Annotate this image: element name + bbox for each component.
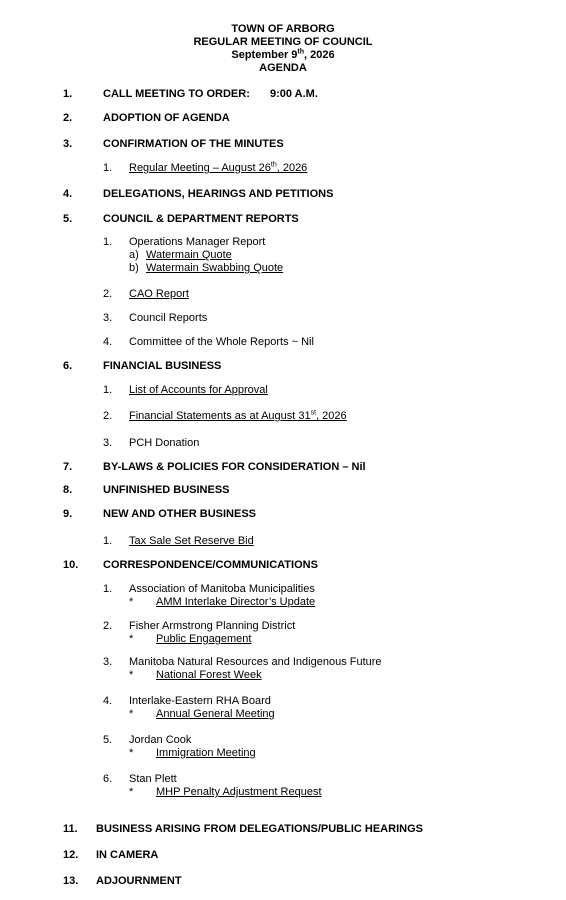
sub-label: Manitoba Natural Resources and Indigenous Future xyxy=(129,656,382,668)
agm-link[interactable]: Annual General Meeting xyxy=(156,708,275,720)
item-title: CALL MEETING TO ORDER: xyxy=(103,88,250,100)
sub-label: Association of Manitoba Municipalities xyxy=(129,583,315,595)
item-title: IN CAMERA xyxy=(96,849,159,861)
immigration-meeting-link[interactable]: Immigration Meeting xyxy=(156,747,256,759)
minutes-link[interactable]: Regular Meeting – August 26th, 2026 xyxy=(129,161,308,174)
sub-number: 5. xyxy=(103,734,113,746)
item-title: ADJOURNMENT xyxy=(96,875,182,887)
item-title: DELEGATIONS, HEARINGS AND PETITIONS xyxy=(103,188,334,200)
sub-number: 3. xyxy=(103,312,113,324)
item-number: 4. xyxy=(63,188,73,200)
public-engagement-link[interactable]: Public Engagement xyxy=(156,633,252,645)
amm-update-link[interactable]: AMM Interlake Director’s Update xyxy=(156,596,316,608)
accounts-link[interactable]: List of Accounts for Approval xyxy=(129,384,268,396)
sub-number: 4. xyxy=(103,336,113,348)
header-meeting: REGULAR MEETING OF COUNCIL xyxy=(193,36,373,48)
item-title: CORRESPONDENCE/COMMUNICATIONS xyxy=(103,559,318,571)
sub-label: Fisher Armstrong Planning District xyxy=(129,620,296,632)
financial-statements-link[interactable]: Financial Statements as at August 31st, 2026 xyxy=(129,409,347,422)
item-title: UNFINISHED BUSINESS xyxy=(103,484,230,496)
bullet-icon: * xyxy=(129,747,134,759)
item-number: 2. xyxy=(63,112,73,124)
sub-number: 2. xyxy=(103,288,113,300)
meeting-time: 9:00 A.M. xyxy=(270,88,318,100)
sub-number: 2. xyxy=(103,620,113,632)
item-number: 5. xyxy=(63,213,73,225)
item-title: COUNCIL & DEPARTMENT REPORTS xyxy=(103,213,299,225)
item-number: 10. xyxy=(63,559,79,571)
bullet-icon: * xyxy=(129,633,134,645)
item-number: 13. xyxy=(63,875,79,887)
header-town: TOWN OF ARBORG xyxy=(231,23,335,35)
sub-letter: a) xyxy=(129,249,139,261)
bullet-icon: * xyxy=(129,786,134,798)
sub-number: 3. xyxy=(103,437,113,449)
item-title: BY-LAWS & POLICIES FOR CONSIDERATION – Nil xyxy=(103,461,366,473)
item-number: 9. xyxy=(63,508,73,520)
tax-sale-link[interactable]: Tax Sale Set Reserve Bid xyxy=(129,535,254,547)
item-title: ADOPTION OF AGENDA xyxy=(103,112,230,124)
bullet-icon: * xyxy=(129,596,134,608)
forest-week-link[interactable]: National Forest Week xyxy=(156,669,262,681)
item-number: 7. xyxy=(63,461,73,473)
sub-label: Committee of the Whole Reports ~ Nil xyxy=(129,336,314,348)
sub-letter: b) xyxy=(129,262,139,274)
sub-number: 1. xyxy=(103,236,113,248)
sub-number: 1. xyxy=(103,535,113,547)
sub-number: 1. xyxy=(103,162,113,174)
item-title: BUSINESS ARISING FROM DELEGATIONS/PUBLIC HEARINGS xyxy=(96,823,423,835)
cao-report-link[interactable]: CAO Report xyxy=(129,288,189,300)
watermain-swabbing-link[interactable]: Watermain Swabbing Quote xyxy=(146,262,284,274)
header-agenda: AGENDA xyxy=(259,62,307,74)
sub-label: Interlake-Eastern RHA Board xyxy=(129,695,271,707)
item-number: 6. xyxy=(63,360,73,372)
bullet-icon: * xyxy=(129,669,134,681)
sub-number: 6. xyxy=(103,773,113,785)
sub-number: 3. xyxy=(103,656,113,668)
item-title: FINANCIAL BUSINESS xyxy=(103,360,222,372)
sub-number: 1. xyxy=(103,384,113,396)
item-number: 1. xyxy=(63,88,73,100)
sub-label: Operations Manager Report xyxy=(129,236,266,248)
item-title: CONFIRMATION OF THE MINUTES xyxy=(103,138,284,150)
sub-label: Council Reports xyxy=(129,312,208,324)
mhp-penalty-link[interactable]: MHP Penalty Adjustment Request xyxy=(156,786,322,798)
item-number: 8. xyxy=(63,484,73,496)
sub-number: 1. xyxy=(103,583,113,595)
sub-number: 4. xyxy=(103,695,113,707)
sub-label: Stan Plett xyxy=(129,773,177,785)
sub-number: 2. xyxy=(103,410,113,422)
item-number: 11. xyxy=(63,823,78,835)
item-number: 3. xyxy=(63,138,73,150)
bullet-icon: * xyxy=(129,708,134,720)
watermain-quote-link[interactable]: Watermain Quote xyxy=(146,249,232,261)
sub-label: Jordan Cook xyxy=(129,734,192,746)
item-number: 12. xyxy=(63,849,79,861)
sub-label: PCH Donation xyxy=(129,437,200,449)
item-title: NEW AND OTHER BUSINESS xyxy=(103,508,256,520)
header-date: September 9th, 2026 xyxy=(231,48,335,61)
